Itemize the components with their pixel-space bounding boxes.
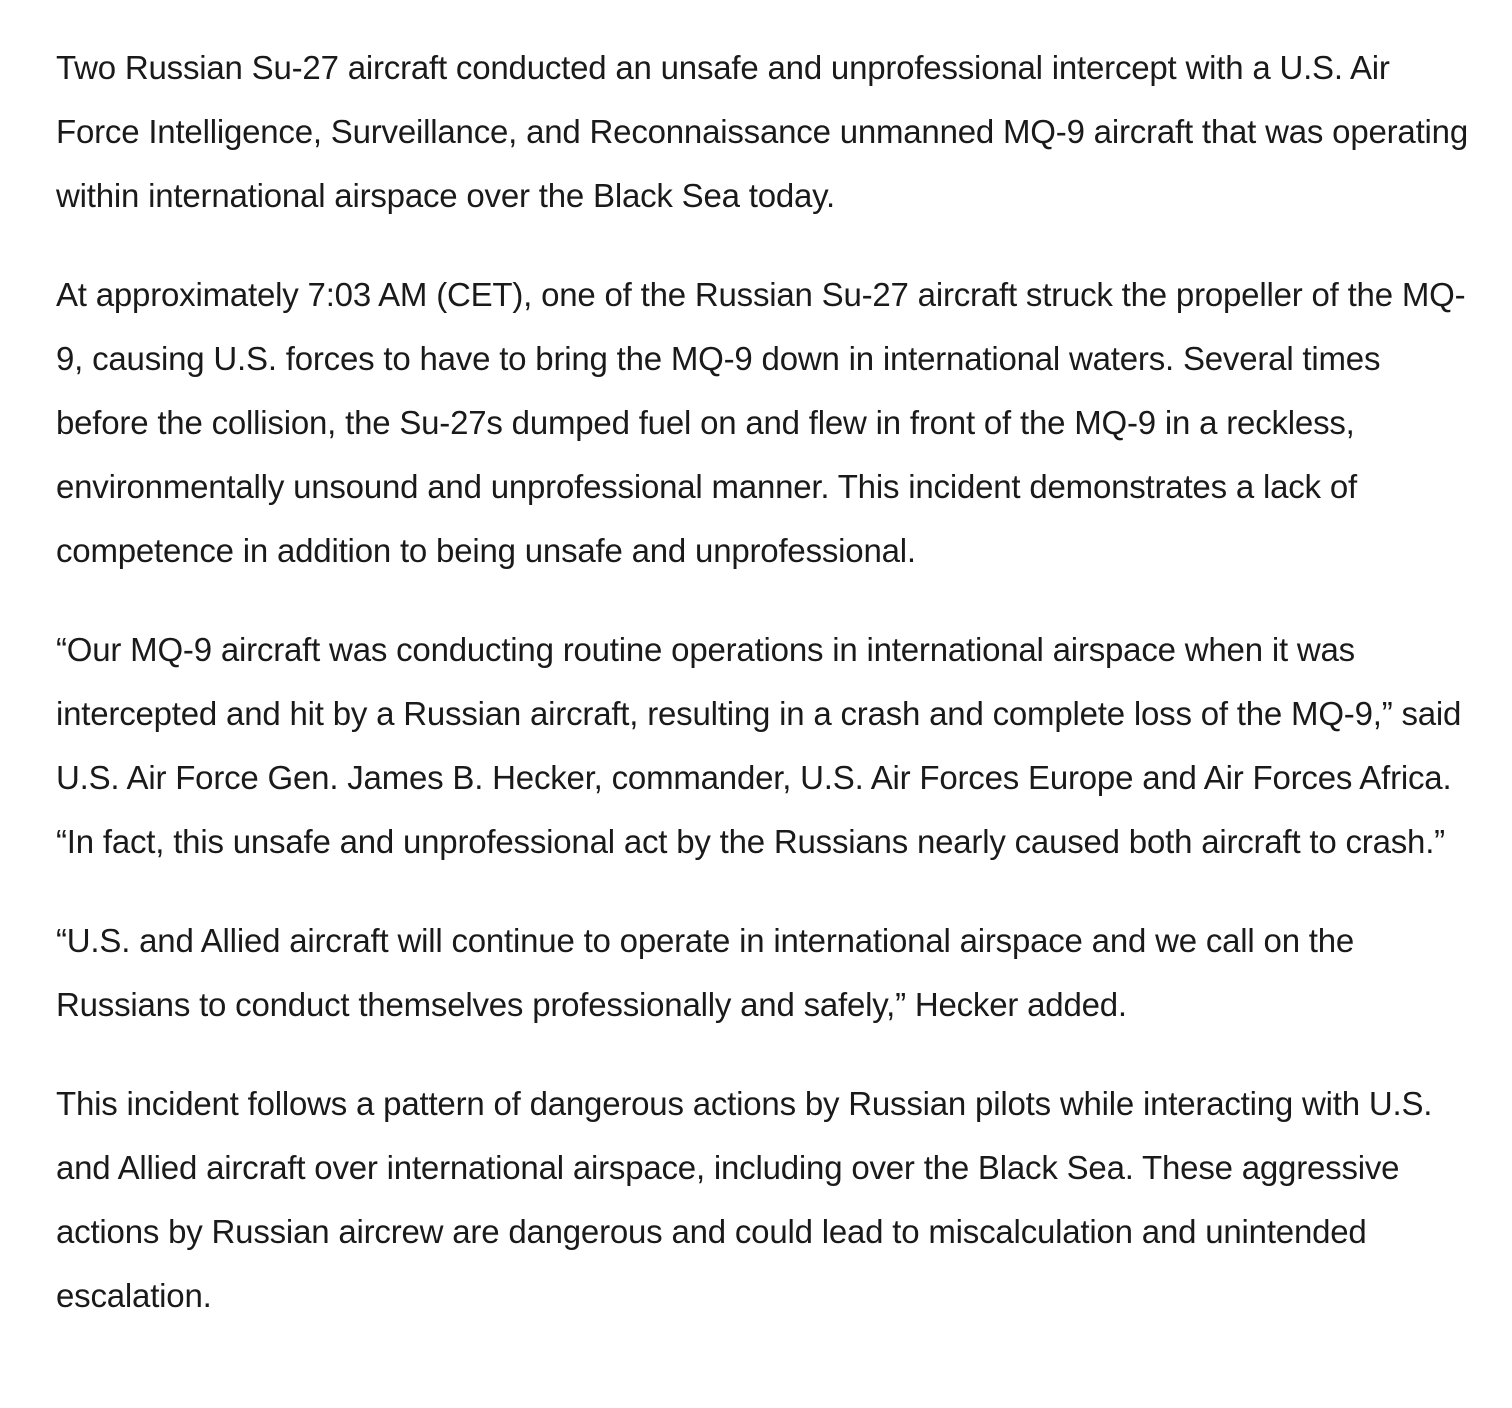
paragraph-hecker-added: “U.S. and Allied aircraft will continue to operate in international airspace and we call on the Russians to conduct themselves professionally and safely,” Hecker added. (56, 922, 1355, 1023)
paragraph-intercept-summary: Two Russian Su-27 aircraft conducted an unsafe and unprofessional intercept with a U.S. Air Force Intelligence, Surveillance, and Reconnaissance unmanned MQ-9 aircraft that was operating within international airspace over the Black Sea today. (56, 49, 1468, 214)
paragraph-pattern-of-actions: This incident follows a pattern of dangerous actions by Russian pilots while interacting with U.S. and Allied aircraft over international airspace, including over the Black Sea. These aggressive actions by Russian aircrew are dangerous and could lead to miscalculation and unintended escalation. (56, 1085, 1433, 1314)
paragraph-hecker-quote: “Our MQ-9 aircraft was conducting routine operations in international airspace when it was intercepted and hit by a Russian aircraft, resulting in a crash and complete loss of the MQ-9,” said U.S. Air Force Gen. James B. Hecker, commander, U.S. Air Forces Europe and Air Forces Africa. “In fact, this unsafe and unprofessional act by the Russians nearly caused both aircraft to crash.” (56, 631, 1462, 860)
article-body (56, 36, 1476, 1328)
paragraph-collision-details: At approximately 7:03 AM (CET), one of the Russian Su-27 aircraft struck the propeller of the MQ-9, causing U.S. forces to have to bring the MQ-9 down in international waters. Several times before the collision, the Su-27s dumped fuel on and flew in front of the MQ-9 in a reckless, environmentally unsound and unprofessional manner. This incident demonstrates a lack of competence in addition to being unsafe and unprofessional. (56, 276, 1466, 569)
